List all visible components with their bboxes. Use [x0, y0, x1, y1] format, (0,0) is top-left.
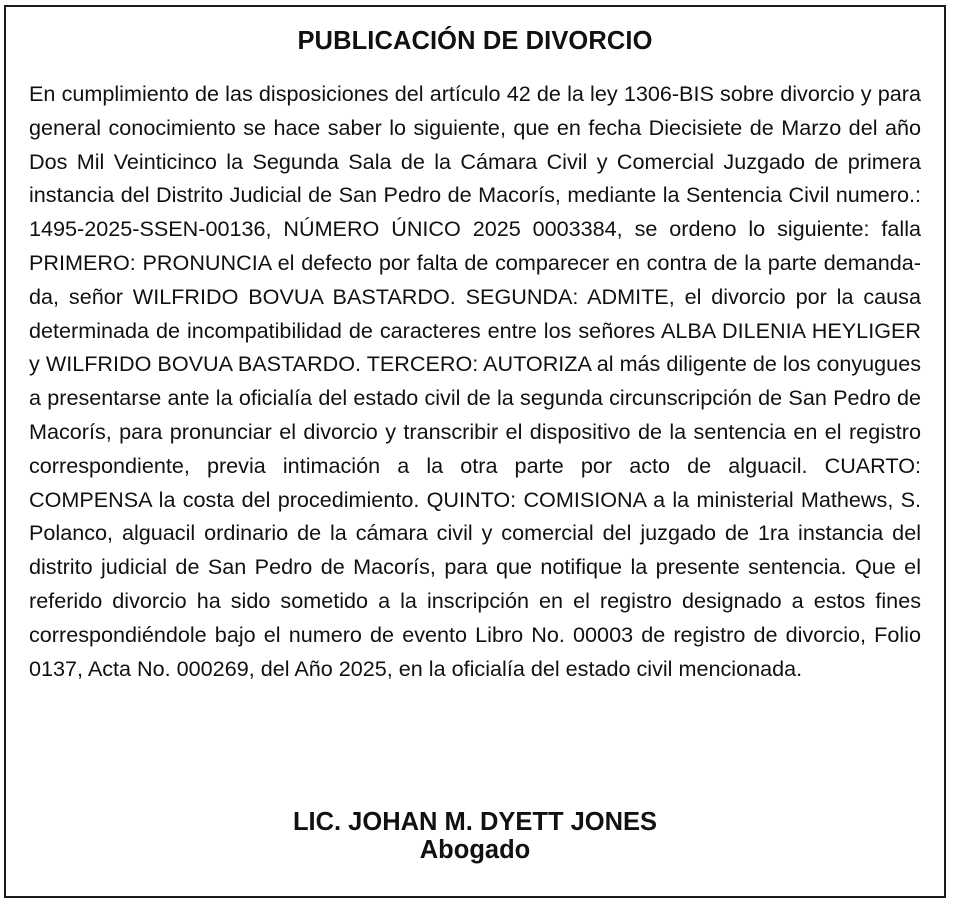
- signature-block: [6, 807, 944, 863]
- notice-title: PUBLICACIÓN DE DIVORCIO: [297, 27, 653, 55]
- signature-role: Abogado: [419, 836, 531, 864]
- notice-body: En cumplimiento de las disposiciones del artículo 42 de la ley 1306-BIS sobre divorcio y para general conocimiento se hace saber lo siguiente, que en fecha Diecisiete de Marzo del año Dos Mil Veinticinco la Segunda Sala de la Cámara Civil y Comercial Juzgado de primera instancia del Distrito Judicial de San Pedro de Macorís, mediante la Sentencia Civil numero.: 1495-2025-SSEN-00136, NÚMERO ÚNICO 2025 0003384, se ordeno lo siguiente: falla PRIMERO: PRONUNCIA el defecto por falta de comparecer en contra de la parte demandada, señor WILFRIDO BOVUA BASTARDO. SEGUNDA: ADMITE, el divorcio por la causa determinada de incompatibilidad de caracteres entre los señores ALBA DILENIA HEYLIGER y WILFRIDO BOVUA BASTARDO. TERCERO: AUTORIZA al más diligente de los conyugues a presentarse ante la oficialía del estado civil de la segunda circunscripción de San Pedro de Macorís, para pronunciar el divorcio y transcribir el dispositivo de la sentencia en el registro correspondiente, previa intimación a la otra parte por acto de alguacil. CUARTO: COMPENSA la costa del procedimiento. QUINTO: COMISIONA a la ministerial Mathews, S. Polanco, alguacil ordinario de la cámara civil y comercial del juzgado de 1ra instancia del distrito judicial de San Pedro de Macorís, para que notifique la presente sentencia. Que el referido divorcio ha sido sometido a la inscripción en el registro designado a estos fines correspondiéndole bajo el numero de evento Libro No. 00003 de registro de divorcio, Folio 0137, Acta No. 000269, del Año 2025, en la oficialía del estado civil mencionada.: [29, 81, 921, 681]
- signature-name: LIC. JOHAN M. DYETT JONES: [292, 808, 658, 836]
- legal-notice: [4, 5, 946, 898]
